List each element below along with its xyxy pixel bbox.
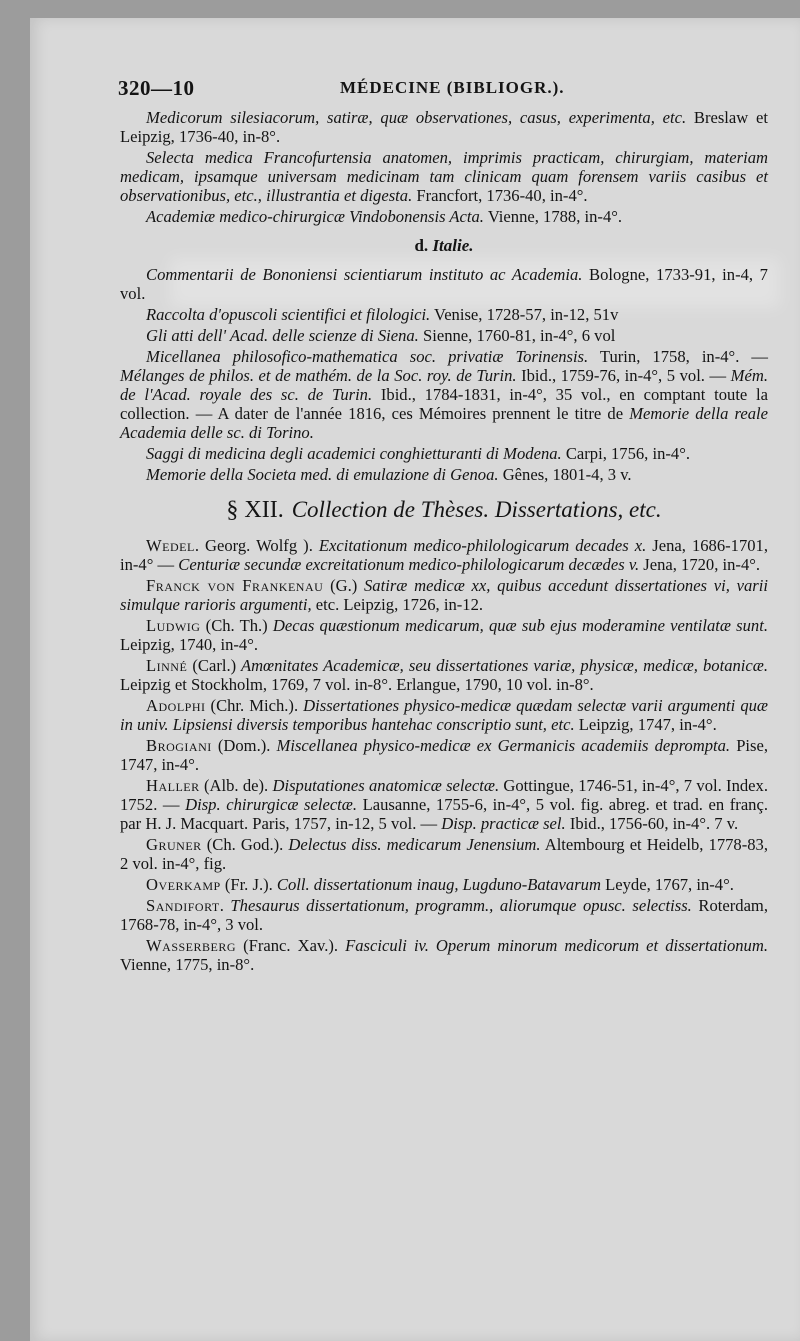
entry-details-3: Ibid., 1756-60, in-4°. 7 v.: [565, 814, 739, 833]
subsection-letter: d.: [414, 236, 429, 255]
bibliography-entry: [120, 936, 768, 974]
entry-details: Venise, 1728-57, in-12, 51v: [430, 305, 619, 324]
bibliography-entry: [120, 656, 768, 694]
section-title: Collection de Thèses. Dissertations, etc.: [291, 497, 662, 522]
entry-title: Selecta medica Francofurtensia anatomen, imprimis practicam, chirurgiam, materiam medicam, ipsamque universam medicinam tam clinicam quam forensem variis casibus et observationibus, etc., illustrantia et digesta.: [120, 148, 768, 205]
entry-title: Gli atti dell' Acad. delle scienze di Siena.: [146, 326, 419, 345]
entry-title: Saggi di medicina degli academici conghietturanti di Modena.: [146, 444, 562, 463]
entry-author-note: (Ch. God.).: [201, 835, 284, 854]
bibliography-entry: [120, 305, 768, 324]
page-header: [118, 74, 778, 104]
entry-author: Wasserberg: [146, 936, 237, 955]
bibliography-entry: [120, 776, 768, 833]
entry-author-note: (Ch. Th.): [200, 616, 268, 635]
entry-details: Gênes, 1801-4, 3 v.: [498, 465, 632, 484]
bibliography-entry: [120, 696, 768, 734]
bibliography-entry: [120, 444, 768, 463]
entry-title: Raccolta d'opuscoli scientifici et filologici.: [146, 305, 431, 324]
bibliography-entry: [120, 616, 768, 654]
entry-title: Excitationum medico-philologicarum decades x.: [312, 536, 647, 555]
entry-details: Leipzig, 1747, in-4°.: [574, 715, 717, 734]
entry-author-note: (Franc. Xav.).: [236, 936, 339, 955]
entry-title: Satiræ medicæ xx, quibus accedunt dissertationes vi, varii simulque rarioris argumenti,: [120, 576, 768, 614]
entry-author-note: (Dom.).: [211, 736, 271, 755]
entry-title-2: Mélanges de philos. et de mathém. de la Soc. roy. de Turin.: [120, 366, 517, 385]
entry-title: Dissertationes physico-medicæ quædam selectæ varii argumenti quæ in univ. Lipsiensi diversis temporibus hantehac conscriptio sunt, etc.: [120, 696, 769, 734]
entry-title: Fasciculi iv. Operum minorum medicorum et dissertationum.: [338, 936, 768, 955]
entry-title: Delectus diss. medicarum Jenensium.: [283, 835, 541, 854]
entry-author: Haller: [146, 776, 200, 795]
entry-details: Gottingue, 1746-51, in-4°, 7 vol. Index. 1752. —: [120, 776, 768, 814]
bibliography-entry: [120, 347, 768, 442]
entry-title: Memorie della Societa med. di emulazione di Genoa.: [146, 465, 499, 484]
entry-title-3: Disp. practicæ sel.: [441, 814, 566, 833]
entry-title-3: Mém. de l'Acad. royale des sc. de Turin.: [120, 366, 768, 404]
entry-title: Academiæ medico-chirurgicæ Vindobonensis Acta.: [146, 207, 484, 226]
entry-details: Leipzig, 1740, in-4°.: [120, 635, 258, 654]
entry-title-4: Memorie della reale Academia delle sc. di Torino.: [120, 404, 768, 442]
entry-details: etc. Leipzig, 1726, in-12.: [311, 595, 484, 614]
bibliography-entry: [120, 835, 768, 873]
bibliography-entry: [120, 465, 768, 484]
entry-title: Medicorum silesiacorum, satiræ, quæ observationes, casus, experimenta, etc.: [146, 108, 687, 127]
entry-author: Franck von Frankenau: [146, 576, 324, 595]
subsection-label: Italie.: [432, 236, 474, 255]
entry-author-note: (Alb. de).: [199, 776, 269, 795]
entry-title-2: Disp. chirurgicæ selectæ.: [185, 795, 358, 814]
bibliography-entry: [120, 875, 768, 894]
entry-author: Adolphi: [146, 696, 206, 715]
entry-details-2: Ibid., 1759-76, in-4°, 5 vol. —: [516, 366, 731, 385]
bibliography-entry: [120, 326, 768, 345]
bibliography-entry: [120, 148, 768, 205]
entry-title: Thesaurus dissertationum, programm., aliorumque opusc. selectiss.: [223, 896, 692, 915]
section-number: § XII.: [226, 497, 284, 523]
bibliography-entry: [120, 896, 768, 934]
entry-title-2: Centuriæ secundæ excreitationum medico-philologicarum decædes v.: [178, 555, 640, 574]
entry-author: Sandifort: [146, 896, 220, 915]
section-heading: [120, 497, 768, 523]
entry-title: Micellanea philosofico-mathematica soc. privatiæ Torinensis.: [146, 347, 589, 366]
bibliography-entry: [120, 536, 768, 574]
entry-details: Altembourg et Heidelb, 1778-83, 2 vol. in-4°, fig.: [120, 835, 768, 873]
bibliography-entry: [120, 108, 768, 146]
entry-details: Leyde, 1767, in-4°.: [600, 875, 734, 894]
entry-details-2: Lausanne, 1755-6, in-4°, 5 vol. fig. abreg. et trad. en franç. par H. J. Macquart. Paris, 1757, in-12, 5 vol. —: [120, 795, 768, 833]
entry-author-note: (Fr. J.).: [220, 875, 273, 894]
entry-author: Brogiani: [146, 736, 212, 755]
entry-author: Wedel: [146, 536, 195, 555]
entry-author: Gruner: [146, 835, 202, 854]
entry-title: Commentarii de Bononiensi scientiarum instituto ac Academia.: [146, 265, 583, 284]
entry-details: Jena, 1686-1701, in-4° —: [120, 536, 768, 574]
page-number: 320—10: [118, 76, 195, 100]
entry-author-note: . Georg. Wolfg ).: [194, 536, 313, 555]
entry-details: Breslaw et Leipzig, 1736-40, in-8°.: [120, 108, 768, 146]
entry-details: Vienne, 1788, in-4°.: [483, 207, 623, 226]
entry-details: Sienne, 1760-81, in-4°, 6 vol: [418, 326, 616, 345]
entry-details-2: Jena, 1720, in-4°.: [639, 555, 761, 574]
entry-details: Leipzig et Stockholm, 1769, 7 vol. in-8°. Erlangue, 1790, 10 vol. in-8°.: [120, 675, 594, 694]
entry-author-note: (Chr. Mich.).: [205, 696, 299, 715]
entry-details: Vienne, 1775, in-8°.: [120, 955, 255, 974]
bibliography-entry: [120, 576, 768, 614]
entry-author-note: (Carl.): [187, 656, 237, 675]
entry-author-note: (G.): [323, 576, 358, 595]
running-title: MÉDECINE (BIBLIOGR.).: [340, 78, 565, 97]
entry-details: Turin, 1758, in-4°. —: [588, 347, 768, 366]
subsection-heading: [120, 236, 768, 255]
entry-title: Coll. dissertationum inaug, Lugduno-Batavarum: [272, 875, 601, 894]
entry-details: Francfort, 1736-40, in-4°.: [412, 186, 588, 205]
bibliography-entry: [120, 736, 768, 774]
entry-author-note: .: [219, 896, 224, 915]
entry-title: Disputationes anatomicæ selectæ.: [268, 776, 500, 795]
entry-author: Ludwig: [146, 616, 201, 635]
entry-title: Miscellanea physico-medicæ ex Germanicis academiis deprompta.: [270, 736, 731, 755]
page-body: [120, 108, 768, 974]
entry-details: Carpi, 1756, in-4°.: [561, 444, 690, 463]
bibliography-entry: [120, 207, 768, 226]
entry-details: Pise, 1747, in-4°.: [120, 736, 769, 774]
entry-author: Overkamp: [146, 875, 221, 894]
bibliography-entry: [120, 265, 768, 303]
entry-details: Bologne, 1733-91, in-4, 7 vol.: [120, 265, 768, 303]
entry-author: Linné: [146, 656, 188, 675]
entry-title: Decas quæstionum medicarum, quæ sub ejus moderamine ventilatæ sunt.: [267, 616, 768, 635]
entry-details-3: Ibid., 1784-1831, in-4°, 35 vol., en comptant toute la collection. — A dater de l'année 1816, ces Mémoires prennent le titre de: [120, 385, 769, 423]
entry-details: Roterdam, 1768-78, in-4°, 3 vol.: [120, 896, 768, 934]
entry-title: Amœnitates Academicæ, seu dissertationes variæ, physicæ, medicæ, botanicæ.: [236, 656, 768, 675]
